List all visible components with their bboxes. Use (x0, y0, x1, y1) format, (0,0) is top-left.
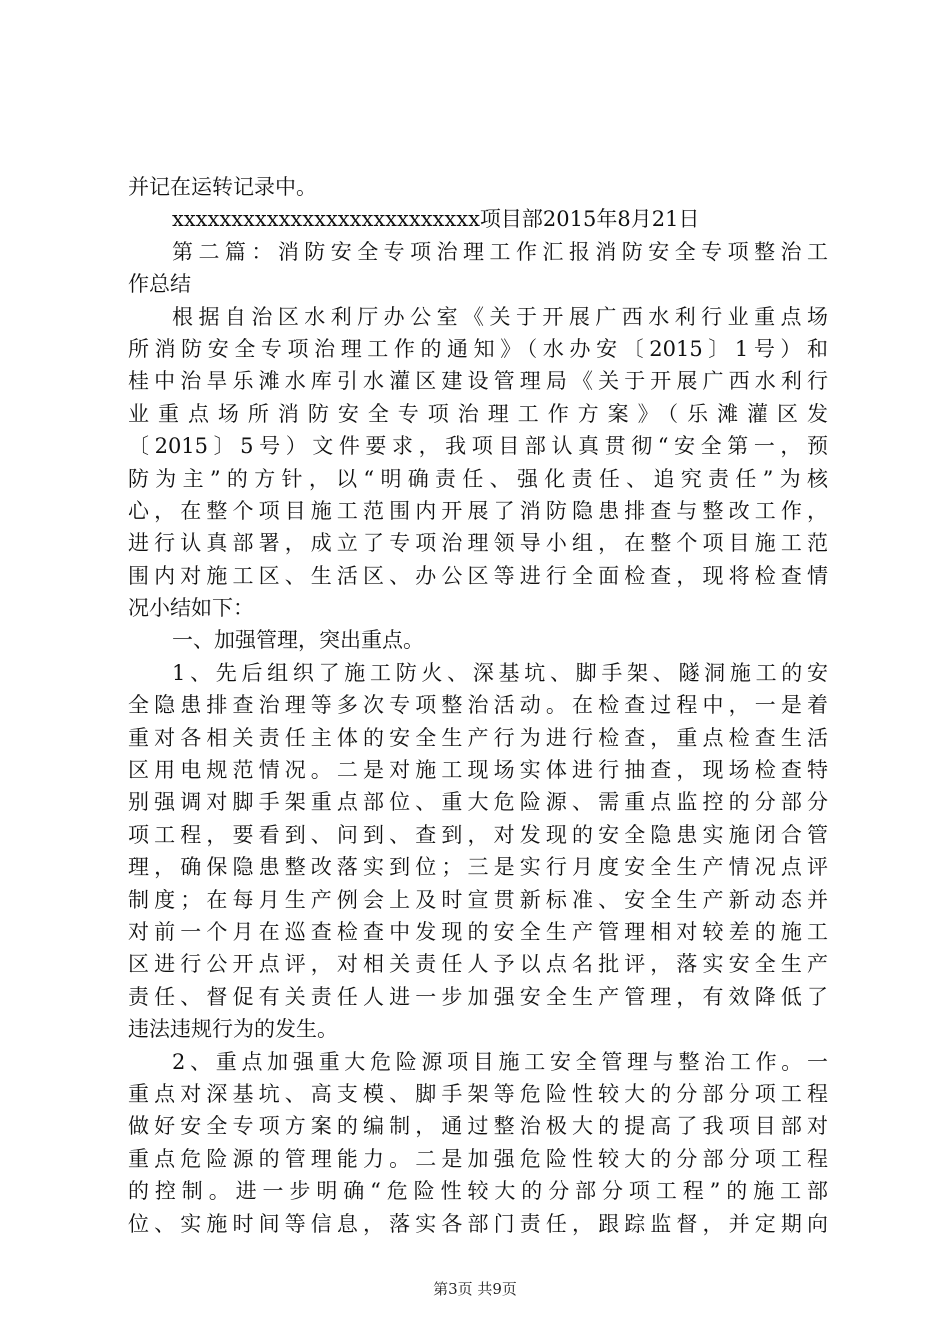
text-line: 责任、督促有关责任人进一步加强安全生产管理，有效降低了 (128, 984, 828, 1009)
text-line: 项工程，要看到、问到、查到，对发现的安全隐患实施闭合管 (128, 822, 828, 847)
text-line: 所消防安全专项治理工作的通知》（水办安〔2015〕1号）和 (128, 336, 828, 361)
text-line: 并记在运转记录中。 (128, 175, 317, 199)
text-line: 作总结 (128, 272, 191, 297)
text-line: 重对各相关责任主体的安全生产行为进行检查，重点检查生活 (128, 725, 828, 750)
text-line: 一、加强管理，突出重点。 (172, 628, 424, 653)
text-line: 重点对深基坑、高支模、脚手架等危险性较大的分部分项工程 (128, 1081, 828, 1106)
text-line: 2、重点加强重大危险源项目施工安全管理与整治工作。一 (172, 1049, 828, 1074)
text-line: 理，确保隐患整改落实到位；三是实行月度安全生产情况点评 (128, 855, 828, 880)
text-line: 心，在整个项目施工范围内开展了消防隐患排查与整改工作， (128, 498, 828, 523)
text-line: 做好安全专项方案的编制，通过整治极大的提高了我项目部对 (128, 1114, 828, 1139)
text-line: 位、实施时间等信息，落实各部门责任，跟踪监督，并定期向 (128, 1211, 828, 1236)
text-line: 重点危险源的管理能力。二是加强危险性较大的分部分项工程 (128, 1146, 828, 1171)
text-line: 制度；在每月生产例会上及时宣贯新标准、安全生产新动态并 (128, 887, 828, 912)
text-line: 违法违规行为的发生。 (128, 1017, 338, 1042)
text-line: 围内对施工区、生活区、办公区等进行全面检查，现将检查情 (128, 563, 828, 588)
text-line: 区用电规范情况。二是对施工现场实体进行抽查，现场检查特 (128, 758, 828, 783)
document-body (128, 171, 828, 1240)
text-line: 况小结如下： (128, 596, 254, 621)
text-line: 根据自治区水利厅办公室《关于开展广西水利行业重点场 (172, 304, 828, 329)
text-line: 全隐患排查治理等多次专项整治活动。在检查过程中，一是着 (128, 693, 828, 718)
text-line: 业重点场所消防安全专项治理工作方案》（乐滩灌区发 (128, 401, 828, 426)
page-footer: 第3页 共9页 (433, 1280, 517, 1298)
text-line: 的控制。进一步明确“危险性较大的分部分项工程”的施工部 (128, 1179, 828, 1204)
text-line: 防为主”的方针，以“明确责任、强化责任、追究责任”为核 (128, 466, 828, 491)
text-line: 对前一个月在巡查检查中发现的安全生产管理相对较差的施工 (128, 919, 828, 944)
text-line: 第二篇：消防安全专项治理工作汇报消防安全专项整治工 (172, 239, 828, 264)
text-line: 进行认真部署，成立了专项治理领导小组，在整个项目施工范 (128, 531, 828, 556)
text-line: 〔2015〕5号）文件要求，我项目部认真贯彻“安全第一，预 (128, 434, 828, 459)
text-line: 1、先后组织了施工防火、深基坑、脚手架、隧洞施工的安 (172, 660, 828, 685)
text-line: 桂中治旱乐滩水库引水灌区建设管理局《关于开展广西水利行 (128, 369, 828, 394)
text-line: 别强调对脚手架重点部位、重大危险源、需重点监控的分部分 (128, 790, 828, 815)
text-line: xxxxxxxxxxxxxxxxxxxxxxxxxx项目部2015年8月21日 (172, 207, 700, 232)
text-line: 区进行公开点评，对相关责任人予以点名批评，落实安全生产 (128, 952, 828, 977)
